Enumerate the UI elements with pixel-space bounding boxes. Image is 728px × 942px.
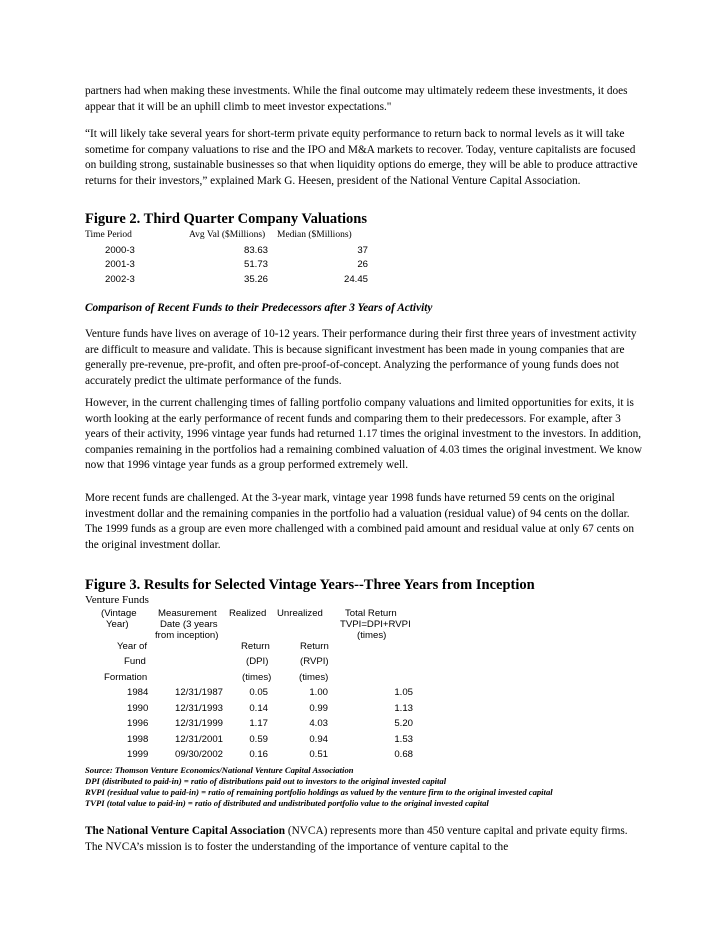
fig3-rvpi: 1.00	[309, 687, 328, 698]
comparison-heading: Comparison of Recent Funds to their Predecessors after 3 Years of Activity	[85, 302, 433, 314]
fig3-year: 1996	[127, 718, 149, 729]
nvca-name: The National Venture Capital Association	[85, 825, 286, 837]
fig3-rvpi-note: RVPI (residual value to paid-in) = ratio of remaining portfolio holdings as valued by the venture firm to the original invested capital	[85, 787, 553, 797]
fig2-header-period: Time Period	[85, 230, 132, 240]
fig3-tvpi: 0.68	[394, 749, 413, 760]
fig3-dpi: 0.05	[249, 687, 268, 698]
fig3-header-measurement-2: Date (3 years	[160, 619, 218, 630]
fig3-year: 1999	[127, 749, 149, 760]
fig3-header-vintage-1: (Vintage	[101, 608, 137, 619]
fig2-median: 24.45	[343, 274, 368, 285]
fig3-subtitle: Venture Funds	[85, 594, 149, 606]
fig2-median: 37	[357, 245, 368, 256]
fig3-dpi: 0.59	[249, 734, 268, 745]
fig3-header-times-unrealized: (times)	[299, 672, 329, 683]
fig3-header-return-unrealized: Return	[300, 641, 329, 652]
fig3-date: 12/31/1999	[175, 718, 224, 729]
fig3-dpi: 1.17	[249, 718, 268, 729]
figure-2-title: Figure 2. Third Quarter Company Valuations	[85, 211, 367, 227]
figure-3-title: Figure 3. Results for Selected Vintage Years--Three Years from Inception	[85, 577, 535, 593]
fig3-year: 1984	[127, 687, 149, 698]
fig3-dpi: 0.14	[249, 703, 268, 714]
fig3-tvpi: 5.20	[394, 718, 413, 729]
nvca-description: (NVCA) represents more than 450 venture capital and private equity firms. The NVCA’s mission is to foster the understanding of the importance of venture capital to the	[85, 825, 628, 853]
fig3-rvpi: 0.99	[309, 703, 328, 714]
fig3-rvpi: 0.51	[309, 749, 328, 760]
fig3-rvpi: 0.94	[309, 734, 328, 745]
fig3-rvpi: 4.03	[309, 718, 328, 729]
fig3-header-dpi: (DPI)	[246, 656, 269, 667]
fig2-header-median: Median ($Millions)	[277, 230, 352, 240]
fig3-source-note: Source: Thomson Venture Economics/National Venture Capital Association	[85, 765, 354, 775]
fig3-date: 12/31/2001	[175, 734, 224, 745]
fig3-header-measurement-3: from inception)	[155, 630, 219, 641]
fig3-header-return-realized: Return	[241, 641, 270, 652]
fig3-header-fund: Fund	[124, 656, 146, 667]
fig2-avg: 51.73	[243, 259, 268, 270]
fig3-header-vintage-2: Year)	[106, 619, 129, 630]
fig3-header-formation: Formation	[104, 672, 148, 683]
fig3-header-unrealized: Unrealized	[277, 608, 323, 619]
fig3-header-realized: Realized	[229, 608, 267, 619]
fig3-dpi-note: DPI (distributed to paid-in) = ratio of distributions paid out to investors to the original invested capital	[85, 776, 447, 786]
fig3-tvpi: 1.05	[394, 687, 413, 698]
fig2-header-avg: Avg Val ($Millions)	[189, 230, 266, 240]
fig3-header-rvpi: (RVPI)	[300, 656, 329, 667]
fig2-avg: 83.63	[243, 245, 268, 256]
comparison-paragraph-2: However, in the current challenging times of falling portfolio company valuations and limited opportunities for exits, it is worth looking at the early performance of recent funds and comparing them to their predecessors. For example, after 3 years of their activity, 1996 vintage year funds had returned 1.17 times the original investment to the investors. In addition, companies remaining in the portfolios had a remaining combined valuation of 4.03 times the original investment. We know now that 1996 vintage year funds as a group performed extremely well.	[85, 397, 643, 471]
fig3-tvpi-note: TVPI (total value to paid-in) = ratio of distributed and undistributed portfolio value to the original invested capital	[85, 798, 489, 808]
fig3-tvpi: 1.13	[394, 703, 413, 714]
nvca-paragraph	[85, 824, 645, 855]
comparison-paragraph-1: Venture funds have lives on average of 10-12 years. Their performance during their first three years of investment activity are difficult to measure and validate. This is because significant investment has been made in young companies that are generally pre-revenue, pre-profit, and often pre-proof-of-concept. Analyzing the performance of young funds does not accurately predict the ultimate performance of the funds.	[85, 328, 637, 387]
fig2-period: 2002-3	[105, 274, 135, 285]
fig2-median: 26	[357, 259, 368, 270]
fig3-dpi: 0.16	[249, 749, 268, 760]
fig3-date: 12/31/1993	[175, 703, 224, 714]
fig2-avg: 35.26	[243, 274, 268, 285]
comparison-paragraph-3: More recent funds are challenged. At the 3-year mark, vintage year 1998 funds have returned 59 cents on the original investment dollar and the remaining companies in the portfolio had a valuation (residual value) of 94 cents on the dollar. The 1999 funds as a group are even more challenged with a combined paid amount and residual value at only 67 cents on the original investment dollar.	[85, 492, 634, 551]
fig3-tvpi: 1.53	[394, 734, 413, 745]
fig3-header-total-2: TVPI=DPI+RVPI	[340, 619, 411, 630]
fig3-header-measurement-1: Measurement	[158, 608, 217, 619]
fig3-year: 1990	[127, 703, 149, 714]
fig3-header-year-of: Year of	[117, 641, 148, 652]
fig2-period: 2000-3	[105, 245, 135, 256]
fig3-date: 09/30/2002	[175, 749, 224, 760]
fig3-header-total-3: (times)	[357, 630, 387, 641]
intro-paragraph-1: partners had when making these investments. While the final outcome may ultimately redeem these investments, it does appear that it will be an uphill climb to meet investor expectations."	[85, 85, 628, 113]
fig3-date: 12/31/1987	[175, 687, 224, 698]
fig3-year: 1998	[127, 734, 149, 745]
fig3-header-times-realized: (times)	[242, 672, 272, 683]
fig3-header-total-1: Total Return	[345, 608, 397, 619]
intro-paragraph-2: “It will likely take several years for short-term private equity performance to return back to normal levels as it will take sometime for company valuations to rise and the IPO and M&A markets to recover. Today, venture capitalists are focused on building strong, sustainable businesses so that when liquidity options do emerge, they will be able to produce attractive returns for their investors,” explained Mark G. Heesen, president of the National Venture Capital Association.	[85, 128, 638, 187]
fig2-period: 2001-3	[105, 259, 135, 270]
